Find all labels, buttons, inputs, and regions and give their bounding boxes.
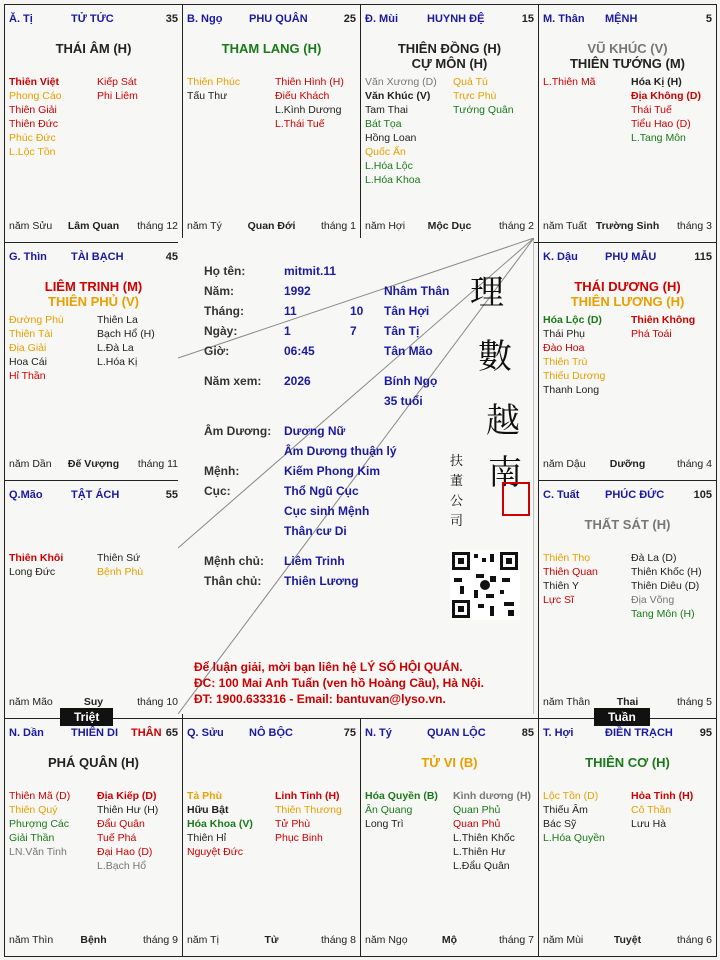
minor-star: Thiên Không [631, 314, 696, 326]
palace-name: TỬ TỨC [71, 13, 114, 25]
minor-star: Thiên Phúc [187, 76, 241, 88]
palace-position: M. Thân [543, 13, 585, 25]
palace-major-cycle: 35 [165, 13, 178, 25]
element-note: Cục sinh Mệnh [284, 504, 370, 518]
palace-header [187, 13, 356, 27]
palace-name: ĐIỀN TRẠCH [605, 727, 673, 739]
main-star: THIÊN ĐỒNG (H) [397, 41, 502, 56]
life-stage: Tử [264, 934, 279, 946]
palace-mui[interactable] [360, 4, 539, 243]
minor-star: Thiên Giải [9, 104, 57, 116]
main-star: LIÊM TRINH (M) [44, 279, 143, 294]
palace-name: NÔ BỘC [249, 727, 293, 739]
minor-star: L.Thái Tuế [275, 118, 325, 130]
limit-month: tháng 6 [676, 934, 712, 946]
view-year-value: 2026 [284, 374, 311, 388]
palace-thin[interactable] [4, 242, 183, 481]
minor-star: Cô Thần [631, 804, 672, 816]
minor-star: Thiên Diêu (D) [631, 580, 700, 592]
limit-month: tháng 3 [676, 220, 712, 232]
yinyang-value: Dương Nữ [284, 424, 346, 438]
minor-star: Bệnh Phù [97, 566, 144, 578]
minor-star: L.Kình Dương [275, 104, 342, 116]
minor-star: Ân Quang [365, 804, 413, 816]
minor-star: Lực Sĩ [543, 594, 574, 606]
minor-star: L.Thiên Mã [543, 76, 596, 88]
palace-position: Ă. Tị [9, 13, 33, 25]
palace-ty[interactable] [4, 4, 183, 243]
minor-star: L.Lộc Tồn [9, 146, 56, 158]
palace-name: HUYNH ĐỆ [427, 13, 485, 25]
minor-star: Hóa Kị (H) [631, 76, 682, 88]
palace-footer [187, 220, 356, 234]
minor-star: L.Tang Môn [631, 132, 686, 144]
minor-star: Đào Hoa [543, 342, 585, 354]
minor-star: Địa Võng [631, 594, 675, 606]
palace-header [365, 727, 534, 741]
minor-star: Kiếp Sát [97, 76, 137, 88]
main-star: CỰ MÔN (H) [411, 56, 488, 71]
palace-major-cycle: 5 [705, 13, 712, 25]
life-stage: Đế Vượng [67, 458, 120, 470]
palace-hoi[interactable] [538, 718, 717, 957]
limit-month: tháng 1 [320, 220, 356, 232]
calligraphy-char-3: 越 [486, 401, 520, 441]
minor-star: Thiên Hư (H) [97, 804, 159, 816]
minor-star: Tang Môn (H) [631, 608, 695, 620]
minor-star: Hóa Quyền (B) [365, 790, 438, 802]
minor-star: Thiên Khốc (H) [631, 566, 702, 578]
minor-star: Lộc Tồn (D) [543, 790, 599, 802]
palace-ngo[interactable] [182, 4, 361, 243]
palace-footer [9, 458, 178, 472]
palace-header [9, 727, 178, 741]
palace-name: PHU QUÂN [249, 13, 308, 25]
red-seal-stamp [502, 482, 530, 516]
view-year-label: Năm xem: [204, 374, 262, 388]
minor-star: Phong Cáo [9, 90, 62, 102]
minor-star: Hoa Cái [9, 356, 47, 368]
palace-major-cycle: 45 [165, 251, 178, 263]
minor-star: LN.Văn Tinh [9, 846, 67, 858]
main-star: THÁI ÂM (H) [55, 41, 132, 56]
element-label: Cục: [204, 484, 231, 498]
destiny-value: Kiếm Phong Kim [284, 464, 381, 478]
minor-star: Nguyệt Đức [187, 846, 244, 858]
palace-major-cycle: 105 [693, 489, 712, 501]
minor-star: Giải Thần [9, 832, 55, 844]
calligraphy-char-4: 南 [488, 453, 522, 493]
minor-star: L.Đà La [97, 342, 134, 354]
minor-star: Thái Tuế [631, 104, 672, 116]
palace-name: TÀI BẠCH [71, 251, 124, 263]
small-char-1: 扶 [450, 454, 464, 469]
main-star: THIÊN LƯƠNG (H) [570, 294, 685, 309]
minor-star: Linh Tinh (H) [275, 790, 340, 802]
tuan-marker: Tuần [594, 708, 650, 726]
minor-star: Thiên Hỉ [187, 832, 227, 844]
body-palace-marker: THÂN [131, 727, 162, 739]
small-char-4: 司 [450, 514, 464, 529]
center-info-panel [178, 238, 534, 714]
life-stage: Dưỡng [609, 458, 646, 470]
palace-position: Q.Mão [9, 489, 43, 501]
minor-star: Phi Liêm [97, 90, 138, 102]
main-stars [5, 279, 182, 309]
day-value: 1 [284, 324, 291, 338]
minor-star: Địa Kiếp (D) [97, 790, 157, 802]
hour-value: 06:45 [284, 344, 315, 358]
year-label: Năm: [204, 284, 235, 298]
palace-major-cycle: 95 [699, 727, 712, 739]
limit-month: tháng 2 [498, 220, 534, 232]
minor-star: Thiên Quý [9, 804, 58, 816]
minor-star: Tướng Quân [453, 104, 514, 116]
minor-star: Phượng Các [9, 818, 70, 830]
palace-name: TẬT ÁCH [71, 489, 120, 501]
palace-footer [365, 220, 534, 234]
calligraphy-char-2: 數 [478, 337, 512, 377]
life-stage: Mộ [441, 934, 458, 946]
minor-star: L.Thiên Khốc [453, 832, 515, 844]
minor-star: L.Bạch Hổ [97, 860, 147, 872]
palace-footer [543, 458, 712, 472]
main-stars [539, 517, 716, 532]
palace-mao[interactable] [4, 480, 183, 719]
palace-position: Đ. Mùi [365, 13, 398, 25]
minor-star: Hữu Bật [187, 804, 229, 816]
minor-star: Thiên La [97, 314, 138, 326]
minor-star: Trực Phù [453, 90, 497, 102]
minor-star: Thiên Mã (D) [9, 790, 71, 802]
minor-star: Đẩu Quân [97, 818, 145, 830]
life-stage: Trường Sinh [595, 220, 660, 232]
limit-year: năm Mão [9, 696, 53, 708]
palace-name: PHỤ MẪU [605, 251, 657, 263]
limit-year: năm Tị [187, 934, 219, 946]
palace-dan[interactable] [4, 718, 183, 957]
main-stars [5, 755, 182, 770]
palace-footer [543, 934, 712, 948]
month-canchi: Tân Hợi [384, 304, 430, 318]
life-stage: Suy [83, 696, 104, 708]
main-star: THIÊN TƯỚNG (M) [569, 56, 686, 71]
limit-year: năm Tý [187, 220, 222, 232]
main-star: THIÊN PHỦ (V) [48, 294, 139, 309]
palace-header [365, 13, 534, 27]
qr-code-icon [450, 550, 520, 620]
small-char-3: 公 [450, 494, 464, 509]
minor-star: Thiên Đức [9, 118, 59, 130]
palace-name: MỆNH [605, 13, 638, 25]
minor-star: Đường Phù [9, 314, 64, 326]
minor-star: Thái Phụ [543, 328, 586, 340]
month-lunar: 10 [350, 304, 364, 318]
main-stars [539, 279, 716, 309]
palace-name: THIÊN DI [71, 727, 119, 739]
yinyang-label: Âm Dương: [204, 424, 272, 438]
palace-position: B. Ngọ [187, 13, 223, 25]
yinyang-note: Âm Dương thuận lý [284, 444, 397, 458]
minor-star: Quan Phủ [453, 818, 501, 830]
minor-star: Tả Phù [187, 790, 223, 802]
palace-header [9, 13, 178, 27]
view-year-canchi: Bính Ngọ [384, 374, 438, 388]
main-star: TỬ VI (B) [421, 755, 478, 770]
palace-name: PHÚC ĐỨC [605, 489, 665, 501]
minor-star: Thiên Hình (H) [275, 76, 344, 88]
main-star: THẤT SÁT (H) [584, 517, 671, 532]
minor-star: Địa Giải [9, 342, 47, 354]
small-char-2: 董 [450, 474, 464, 489]
minor-star: Quả Tú [453, 76, 488, 88]
minor-star: Tấu Thư [187, 90, 228, 102]
limit-year: năm Ngọ [365, 934, 408, 946]
contact-address: ĐC: 100 Mai Anh Tuấn (ven hồ Hoàng Cầu), Hà Nội. [194, 676, 485, 690]
minor-star: Văn Khúc (V) [365, 90, 431, 102]
name-value: mitmit.11 [284, 264, 337, 278]
limit-month: tháng 8 [320, 934, 356, 946]
main-star: THAM LANG (H) [221, 41, 322, 56]
minor-star: Quan Phủ [453, 804, 501, 816]
contact-line-1: Để luận giải, mời bạn liên hệ LÝ SỐ HỘI QUÁN. [194, 660, 463, 674]
minor-star: Kình dương (H) [453, 790, 532, 802]
palace-position: G. Thìn [9, 251, 47, 263]
minor-star: Thiên Sứ [97, 552, 141, 564]
minor-star: Thiên Khôi [9, 552, 64, 564]
life-stage: Lâm Quan [67, 220, 120, 232]
minor-star: L.Hóa Quyền [543, 832, 605, 844]
minor-star: Hỉ Thần [9, 370, 46, 382]
palace-tuat[interactable] [538, 480, 717, 719]
minor-star: Hóa Khoa (V) [187, 818, 253, 830]
contact-phone-email[interactable]: ĐT: 1900.633316 - Email: bantuvan@lyso.vn. [194, 692, 446, 706]
palace-footer [187, 934, 356, 948]
minor-star: Tuế Phá [97, 832, 137, 844]
minor-star: Hồng Loan [365, 132, 417, 144]
minor-star: Thiên Thọ [543, 552, 591, 564]
day-canchi: Tân Tị [384, 324, 420, 338]
palace-header [9, 489, 178, 503]
limit-month: tháng 7 [498, 934, 534, 946]
palace-name: QUAN LỘC [427, 727, 486, 739]
limit-year: năm Dậu [543, 458, 586, 470]
palace-footer [543, 220, 712, 234]
palace-suu[interactable] [182, 718, 361, 957]
limit-year: năm Dần [9, 458, 52, 470]
hour-label: Giờ: [204, 344, 230, 358]
calligraphy-char-1: 理 [470, 273, 504, 313]
element-value: Thổ Ngũ Cục [284, 484, 359, 498]
minor-star: Thanh Long [543, 384, 600, 396]
minor-star: Thiên Thương [275, 804, 342, 816]
minor-star: Thiên Tài [9, 328, 53, 340]
palace-header [543, 489, 712, 503]
life-stage: Quan Đới [247, 220, 296, 232]
year-value: 1992 [284, 284, 311, 298]
minor-star: Đà La (D) [631, 552, 677, 564]
destiny-label: Mệnh: [204, 464, 240, 478]
palace-header [9, 251, 178, 265]
life-stage: Tuyệt [613, 934, 642, 946]
minor-star: L.Đẩu Quân [453, 860, 510, 872]
year-canchi: Nhâm Thân [384, 284, 450, 298]
body-master-value: Thiên Lương [284, 574, 359, 588]
limit-year: năm Hợi [365, 220, 406, 232]
body-palace-note: Thân cư Di [284, 524, 347, 538]
minor-star: Quốc Ấn [365, 146, 406, 158]
triet-marker: Triệt [60, 708, 113, 726]
limit-month: tháng 10 [137, 696, 178, 708]
palace-dau[interactable] [538, 242, 717, 481]
minor-star: L.Hóa Lộc [365, 160, 413, 172]
palace-major-cycle: 15 [521, 13, 534, 25]
name-label: Họ tên: [204, 264, 246, 278]
palace-than[interactable] [538, 4, 717, 243]
minor-star: Thiên Việt [9, 76, 59, 88]
minor-star: Hỏa Tinh (H) [631, 790, 694, 802]
minor-star: Điếu Khách [275, 90, 330, 102]
minor-star: Tiểu Hao (D) [631, 118, 691, 130]
life-stage: Bệnh [80, 934, 107, 946]
minor-star: L.Hóa Khoa [365, 174, 421, 186]
limit-year: năm Tuất [543, 220, 587, 232]
main-star: THÁI DƯƠNG (H) [574, 279, 681, 294]
minor-star: Phục Binh [275, 832, 323, 844]
palace-major-cycle: 75 [343, 727, 356, 739]
minor-star: Phá Toái [631, 328, 672, 340]
minor-star: Long Trì [365, 818, 404, 830]
palace-position: N. Dần [9, 727, 44, 739]
minor-star: Tử Phù [275, 818, 311, 830]
qr-code[interactable] [450, 550, 520, 620]
palace-footer [9, 934, 178, 948]
limit-month: tháng 9 [142, 934, 178, 946]
minor-star: Thiên Trù [543, 356, 588, 368]
palace-position: Q. Sửu [187, 727, 224, 739]
minor-star: Thiếu Dương [543, 370, 606, 382]
minor-star: L.Thiên Hư [453, 846, 506, 858]
minor-star: Địa Không (D) [631, 90, 701, 102]
day-label: Ngày: [204, 324, 238, 338]
palace-header [543, 251, 712, 265]
main-star: VŨ KHÚC (V) [587, 41, 668, 56]
minor-star: Bát Tọa [365, 118, 402, 130]
palace-major-cycle: 115 [694, 251, 712, 263]
palace-major-cycle: 85 [521, 727, 534, 739]
palace-position: K. Dậu [543, 251, 578, 263]
life-stage: Thai [616, 696, 639, 708]
day-lunar: 7 [350, 324, 357, 338]
palace-footer [9, 220, 178, 234]
minor-star: Phúc Đức [9, 132, 56, 144]
minor-star: Tam Thai [365, 104, 408, 116]
palace-ty2[interactable] [360, 718, 539, 957]
minor-star: Thiên Quan [543, 566, 598, 578]
main-stars [183, 41, 360, 56]
main-stars [5, 41, 182, 56]
palace-major-cycle: 65 [165, 727, 178, 739]
palace-footer [365, 934, 534, 948]
minor-star: Bạch Hổ (H) [97, 328, 155, 340]
limit-year: năm Sửu [9, 220, 53, 232]
main-star: PHÁ QUÂN (H) [48, 755, 139, 770]
palace-major-cycle: 25 [343, 13, 356, 25]
life-stage: Mộc Dục [427, 220, 472, 232]
hour-canchi: Tân Mão [384, 344, 433, 358]
minor-star: Long Đức [9, 566, 56, 578]
body-master-label: Thân chủ: [204, 574, 262, 588]
minor-star: Đại Hao (D) [97, 846, 153, 858]
minor-star: Thiên Y [543, 580, 579, 592]
destiny-master-label: Mệnh chủ: [204, 554, 264, 568]
palace-header [543, 727, 712, 741]
month-label: Tháng: [204, 304, 244, 318]
main-stars [361, 41, 538, 71]
limit-month: tháng 4 [676, 458, 712, 470]
palace-position: C. Tuất [543, 489, 580, 501]
palace-header [543, 13, 712, 27]
main-stars [539, 41, 716, 71]
limit-year: năm Thìn [9, 934, 54, 946]
minor-star: Lưu Hà [631, 818, 667, 830]
limit-year: năm Thân [543, 696, 591, 708]
palace-position: N. Tý [365, 727, 392, 739]
palace-position: T. Hợi [543, 727, 574, 739]
palace-header [187, 727, 356, 741]
minor-star: Hóa Lộc (D) [543, 314, 602, 326]
minor-star: Văn Xương (D) [365, 76, 437, 88]
minor-star: Thiếu Âm [543, 804, 588, 816]
age-value: 35 tuổi [384, 394, 423, 408]
main-stars [361, 755, 538, 770]
limit-month: tháng 5 [676, 696, 712, 708]
limit-month: tháng 11 [137, 458, 178, 470]
limit-month: tháng 12 [137, 220, 178, 232]
minor-star: L.Hóa Kị [97, 356, 138, 368]
main-star: THIÊN CƠ (H) [585, 755, 670, 770]
palace-major-cycle: 55 [165, 489, 178, 501]
main-stars [539, 755, 716, 770]
minor-star: Bác Sỹ [543, 818, 577, 830]
destiny-master-value: Liêm Trinh [284, 554, 345, 568]
limit-year: năm Mùi [543, 934, 584, 946]
month-value: 11 [284, 304, 297, 318]
